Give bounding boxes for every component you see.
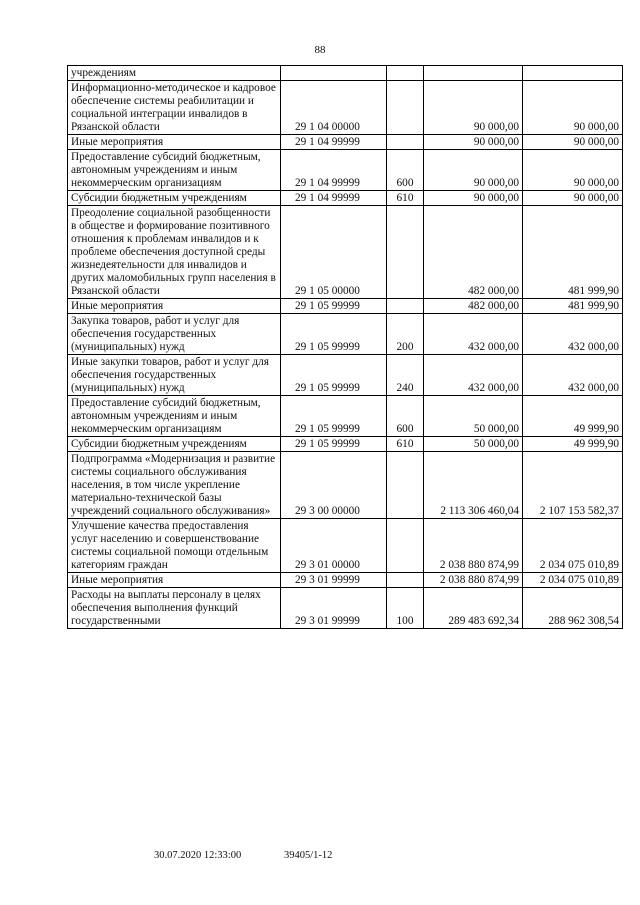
page-number: 88 (314, 44, 326, 56)
row-code (281, 66, 387, 81)
row-sum-planned: 90 000,00 (424, 191, 523, 206)
row-sum-planned: 90 000,00 (424, 150, 523, 191)
table-row (68, 437, 623, 452)
row-code: 29 1 05 99999 (281, 355, 387, 396)
row-expense-type: 600 (387, 150, 424, 191)
table-row (68, 299, 623, 314)
row-code: 29 1 05 00000 (281, 206, 387, 299)
row-sum-executed: 2 034 075 010,89 (523, 573, 623, 588)
row-sum-planned: 2 038 880 874,99 (424, 573, 523, 588)
row-sum-executed: 2 034 075 010,89 (523, 519, 623, 573)
row-sum-planned: 50 000,00 (424, 437, 523, 452)
row-name: Информационно-методическое и кадровое обеспечение системы реабилитации и социальной интеграции инвалидов в Рязанской области (68, 81, 281, 135)
table-row (68, 588, 623, 629)
row-name: Иные мероприятия (68, 573, 281, 588)
row-code: 29 1 04 99999 (281, 191, 387, 206)
row-name: Преодоление социальной разобщенности в обществе и формирование позитивного отношения к проблемам инвалидов и к проблеме обеспечения доступной среды жизнедеятельности для инвалидов и других маломобильных групп населения в Рязанской области (68, 206, 281, 299)
row-name: Иные мероприятия (68, 299, 281, 314)
row-sum-executed (523, 66, 623, 81)
row-sum-planned: 90 000,00 (424, 135, 523, 150)
row-sum-planned: 289 483 692,34 (424, 588, 523, 629)
row-code: 29 1 04 99999 (281, 135, 387, 150)
row-sum-planned: 50 000,00 (424, 396, 523, 437)
row-name: Расходы на выплаты персоналу в целях обеспечения выполнения функций государственными (68, 588, 281, 629)
row-name: Иные мероприятия (68, 135, 281, 150)
row-sum-executed: 90 000,00 (523, 150, 623, 191)
row-expense-type (387, 206, 424, 299)
row-code: 29 3 01 99999 (281, 588, 387, 629)
row-expense-type (387, 299, 424, 314)
row-code: 29 1 05 99999 (281, 437, 387, 452)
row-sum-executed: 90 000,00 (523, 81, 623, 135)
table-row (68, 150, 623, 191)
table-row (68, 206, 623, 299)
table-row (68, 191, 623, 206)
row-sum-executed: 481 999,90 (523, 299, 623, 314)
row-expense-type: 610 (387, 191, 424, 206)
row-expense-type: 100 (387, 588, 424, 629)
row-expense-type: 240 (387, 355, 424, 396)
row-expense-type: 610 (387, 437, 424, 452)
row-sum-planned: 482 000,00 (424, 299, 523, 314)
row-name: Подпрограмма «Модернизация и развитие системы социального обслуживания населения, в том числе укрепление материально-технической базы учреждений социального обслуживания» (68, 452, 281, 519)
table-row (68, 519, 623, 573)
table-row (68, 355, 623, 396)
row-code: 29 3 01 00000 (281, 519, 387, 573)
row-sum-executed: 432 000,00 (523, 314, 623, 355)
row-sum-executed: 288 962 308,54 (523, 588, 623, 629)
row-sum-planned: 482 000,00 (424, 206, 523, 299)
row-expense-type (387, 81, 424, 135)
table-row (68, 66, 623, 81)
footer-date: 30.07.2020 12:33:00 (154, 850, 242, 861)
row-sum-planned: 2 113 306 460,04 (424, 452, 523, 519)
row-sum-executed: 432 000,00 (523, 355, 623, 396)
row-name: учреждениям (68, 66, 281, 81)
row-sum-executed: 2 107 153 582,37 (523, 452, 623, 519)
row-expense-type (387, 573, 424, 588)
row-name: Предоставление субсидий бюджетным, автономным учреждениям и иным некоммерческим организациям (68, 150, 281, 191)
row-code: 29 1 04 99999 (281, 150, 387, 191)
row-sum-planned: 2 038 880 874,99 (424, 519, 523, 573)
row-name: Субсидии бюджетным учреждениям (68, 437, 281, 452)
row-sum-planned: 432 000,00 (424, 314, 523, 355)
row-sum-executed: 49 999,90 (523, 396, 623, 437)
row-name: Субсидии бюджетным учреждениям (68, 191, 281, 206)
row-expense-type: 600 (387, 396, 424, 437)
row-expense-type (387, 452, 424, 519)
table-row (68, 573, 623, 588)
row-sum-executed: 90 000,00 (523, 191, 623, 206)
row-name: Закупка товаров, работ и услуг для обеспечения государственных (муниципальных) нужд (68, 314, 281, 355)
table-row (68, 135, 623, 150)
row-sum-executed: 90 000,00 (523, 135, 623, 150)
row-code: 29 3 00 00000 (281, 452, 387, 519)
row-sum-executed: 481 999,90 (523, 206, 623, 299)
row-expense-type (387, 135, 424, 150)
row-expense-type: 200 (387, 314, 424, 355)
footer-code: 39405/1-12 (284, 850, 333, 861)
row-name: Улучшение качества предоставления услуг населению и совершенствование системы социальной помощи отдельным категориям граждан (68, 519, 281, 573)
row-sum-planned (424, 66, 523, 81)
row-code: 29 3 01 99999 (281, 573, 387, 588)
table-row (68, 81, 623, 135)
row-code: 29 1 05 99999 (281, 314, 387, 355)
table-row (68, 396, 623, 437)
row-sum-executed: 49 999,90 (523, 437, 623, 452)
row-expense-type (387, 519, 424, 573)
row-sum-planned: 432 000,00 (424, 355, 523, 396)
row-code: 29 1 04 00000 (281, 81, 387, 135)
row-sum-planned: 90 000,00 (424, 81, 523, 135)
row-code: 29 1 05 99999 (281, 396, 387, 437)
row-expense-type (387, 66, 424, 81)
row-name: Иные закупки товаров, работ и услуг для обеспечения государственных (муниципальных) нужд (68, 355, 281, 396)
table-row (68, 452, 623, 519)
budget-table (67, 65, 623, 629)
table-row (68, 314, 623, 355)
row-name: Предоставление субсидий бюджетным, автономным учреждениям и иным некоммерческим организациям (68, 396, 281, 437)
row-code: 29 1 05 99999 (281, 299, 387, 314)
